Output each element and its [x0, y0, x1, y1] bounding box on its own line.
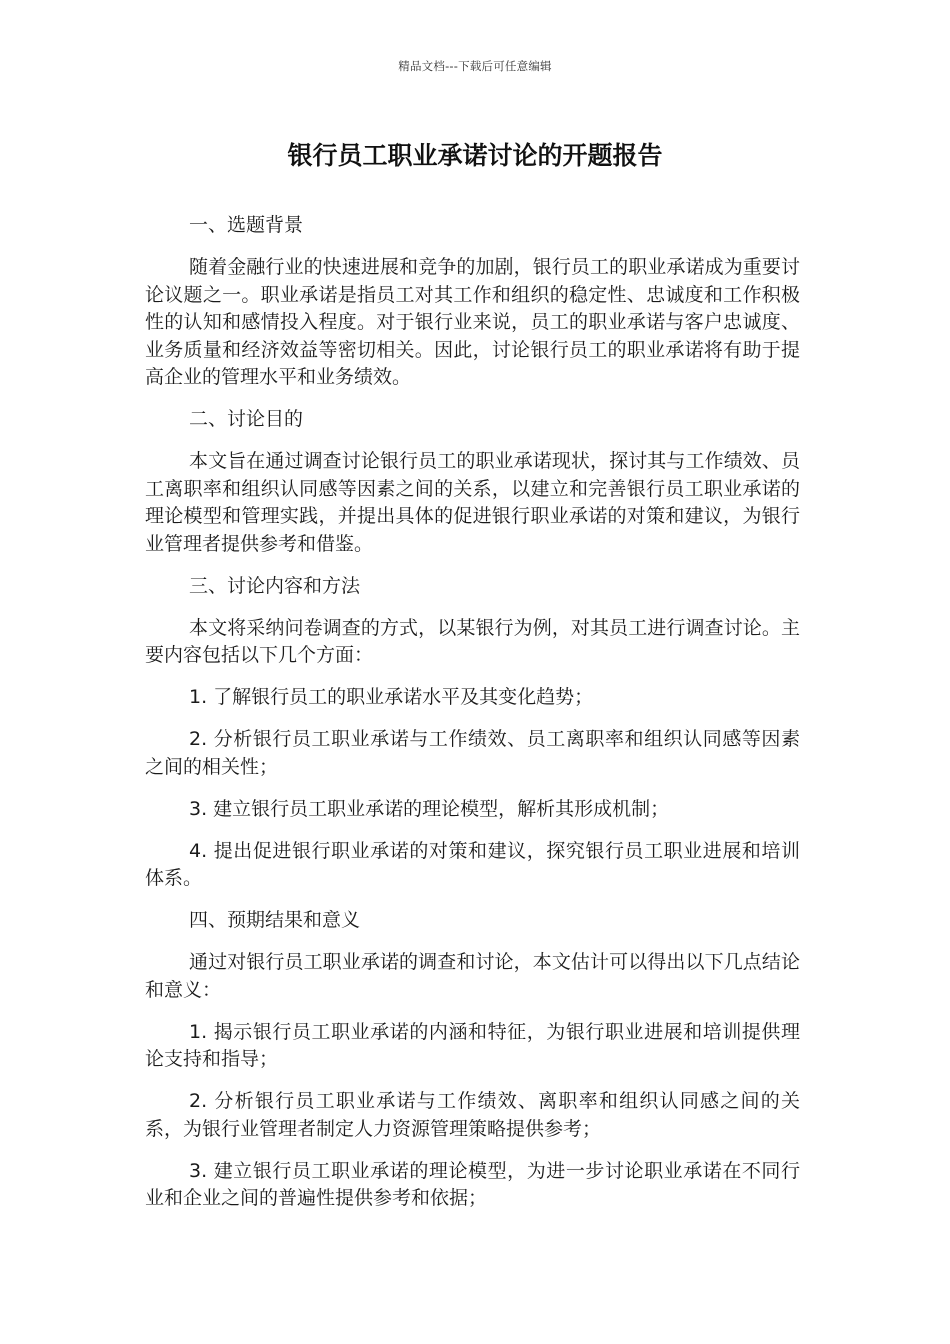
list-item-content-4: 4. 提出促进银行职业承诺的对策和建议，探究银行员工职业进展和培训体系。 — [145, 839, 800, 889]
list-item-result-1: 1. 揭示银行员工职业承诺的内涵和特征，为银行职业进展和培训提供理论支持和指导； — [145, 1020, 800, 1070]
list-item-result-3: 3. 建立银行员工职业承诺的理论模型，为进一步讨论职业承诺在不同行业和企业之间的普遍性提供参考和依据； — [145, 1159, 800, 1209]
list-item-content-2: 2. 分析银行员工职业承诺与工作绩效、员工离职率和组织认同感等因素之间的相关性； — [145, 728, 800, 778]
section-heading-content-method: 三、讨论内容和方法 — [189, 574, 361, 597]
list-item-content-3: 3. 建立银行员工职业承诺的理论模型，解析其形成机制； — [189, 797, 670, 820]
paragraph-expected-results: 通过对银行员工职业承诺的调查和讨论，本文估计可以得出以下几点结论和意义： — [145, 951, 800, 1001]
paragraph-background: 随着金融行业的快速进展和竞争的加剧，银行员工的职业承诺成为重要讨论议题之一。职业承诺是指员工对其工作和组织的稳定性、忠诚度和工作积极性的认知和感情投入程度。对于银行业来说，员工的职业承诺与客户忠诚度、业务质量和经济效益等密切相关。因此，讨论银行员工的职业承诺将有助于提高企业的管理水平和业务绩效。 — [145, 256, 800, 388]
section-heading-expected-results: 四、预期结果和意义 — [189, 909, 361, 931]
list-item-result-2: 2. 分析银行员工职业承诺与工作绩效、离职率和组织认同感之间的关系，为银行业管理者制定人力资源管理策略提供参考； — [145, 1090, 800, 1140]
document-title: 银行员工职业承诺讨论的开题报告 — [287, 141, 663, 170]
paragraph-purpose: 本文旨在通过调查讨论银行员工的职业承诺现状，探讨其与工作绩效、员工离职率和组织认同感等因素之间的关系，以建立和完善银行员工职业承诺的理论模型和管理实践，并提出具体的促进银行职业承诺的对策和建议，为银行业管理者提供参考和借鉴。 — [145, 450, 800, 555]
page-header-note: 精品文档---下载后可任意编辑 — [398, 59, 552, 73]
list-item-content-1: 1. 了解银行员工的职业承诺水平及其变化趋势； — [189, 686, 594, 708]
paragraph-content-method: 本文将采纳问卷调查的方式，以某银行为例，对其员工进行调查讨论。主要内容包括以下几个方面： — [145, 616, 800, 666]
section-heading-purpose: 二、讨论目的 — [189, 408, 304, 430]
section-heading-background: 一、选题背景 — [189, 214, 304, 236]
document-body — [145, 212, 800, 1227]
